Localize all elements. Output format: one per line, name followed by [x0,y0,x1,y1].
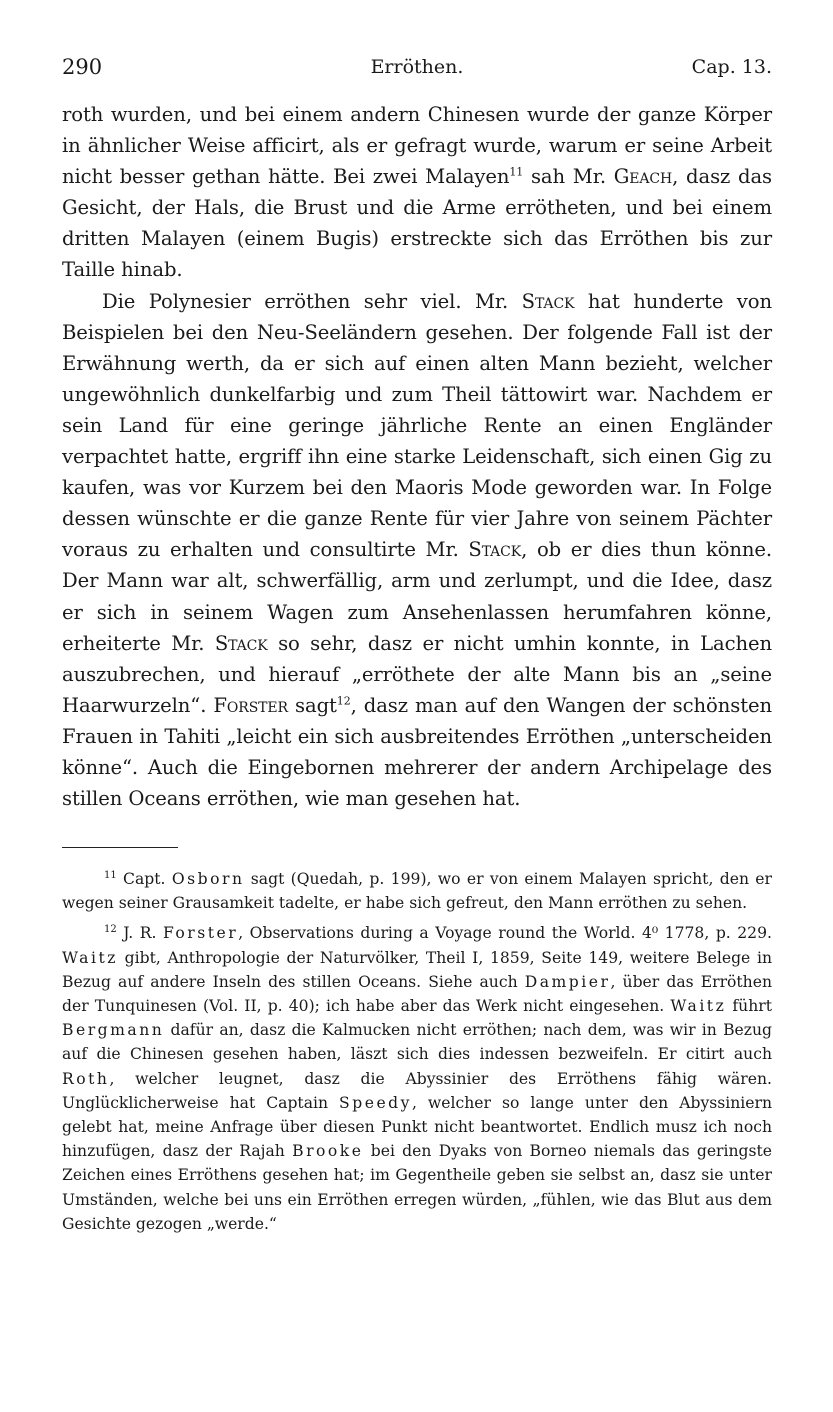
name-roth: Roth [62,1069,110,1088]
page-number: 290 [62,55,103,79]
name-stack: Stack [521,289,575,313]
name-dampier: Dampier [524,972,611,991]
name-bergmann: Bergmann [62,1021,165,1040]
name-stack: Stack [214,631,268,655]
paragraph-2: Die Polynesier erröthen sehr viel. Mr. Stack hat hunderte von Beispielen bei den Neu-Seeländern gesehen. Der folgende Fall ist der Erwähnung werth, da er sich auf einen alten Mann bezieht, welcher ungewöhnlich dunkelfarbig und zum Theil tättowirt war. Nachdem er sein Land für eine geringe jährliche Rente an einen Engländer verpachtet hatte, ergriff ihn eine starke Leidenschaft, sich einen Gig zu kaufen, was vor Kurzem bei den Maoris Mode geworden war. In Folge dessen wünschte er die ganze Rente für vier Jahre von seinem Pächter voraus zu erhalten und consultirte Mr. Stack, ob er dies thun könne. Der Mann war alt, schwerfällig, arm und zerlumpt, und die Idee, dasz er sich in seinem Wagen zum Ansehenlassen herumfahren könne, erheiterte Mr. Stack so sehr, dasz er nicht umhin konnte, in Lachen auszubrechen, und hierauf „erröthete der alte Mann bis an „seine Haarwurzeln“. Forster sagt$^{12}$, dasz man auf den Wangen der schönsten Frauen in Tahiti „leicht ein sich ausbreitendes Erröthen „unterscheiden könne“. Auch die Eingebornen mehrerer der andern Archipelage des stillen Oceans erröthen, wie man gesehen hat. [62,289,772,811]
running-title: Erröthen. [370,56,464,78]
footnotes [62,867,772,1242]
footnote-ref-11: 11 [509,165,524,179]
footnote-ref-12: 12 [336,694,351,708]
footnote-mark: 12 [104,924,117,936]
running-header [62,54,772,80]
name-brooke: Brooke [292,1142,364,1161]
footnote-12: $^{12}$ J. R. Forster, Observations during a Voyage round the World. 4⁰ 1778, p. 229. Waitz gibt, Anthropologie der Naturvölker, Theil I, 1859, Seite 149, weitere Belege in Bezug auf andere Inseln des stillen Oceans. Siehe auch Dampier, über das Erröthen der Tunquinesen (Vol. II, p. 40); ich habe aber das Werk nicht eingesehen. Waitz führt Bergmann dafür an, dasz die Kalmucken nicht erröthen; nach dem, was wir in Bezug auf die Chinesen gesehen haben, läszt sich dies indessen bezweifeln. Er citirt auch Roth, welcher leugnet, dasz die Abyssinier des Erröthens fähig wären. Unglücklicherweise hat Captain Speedy, welcher so lange unter den Abyssiniern gelebt hat, meine Anfrage über diesen Punkt nicht beantwortet. Endlich musz ich noch hinzufügen, dasz der Rajah Brooke bei den Dyaks von Borneo niemals das geringste Zeichen eines Erröthens gesehen hat; im Gegentheile geben sie selbst an, dasz sie unter Umständen, welche bei uns ein Erröthen erregen würden, „fühlen, wie das Blut aus dem Gesichte gezogen „werde.“ [62,924,773,1233]
book-page [62,0,772,1412]
name-waitz: Waitz [670,997,727,1016]
footnote-11: $^{11}$ Capt. Osborn sagt (Quedah, p. 199), wo er von einem Malayen spricht, den er wegen seiner Grausamkeit tadelte, er habe sich gefreut, den Mann erröthen zu sehen. [62,869,772,913]
main-text [62,99,772,814]
footnote-mark: 11 [104,869,117,881]
name-forster: Forster [162,924,239,943]
name-stack: Stack [468,538,522,562]
name-waitz: Waitz [62,948,118,967]
name-forster: Forster [213,693,288,717]
chapter-label: Cap. 13. [691,56,772,78]
footnote-divider [62,847,178,848]
name-geach: Geach [613,165,673,189]
name-speedy: Speedy [339,1093,412,1112]
name-osborn: Osborn [171,870,245,888]
paragraph-1: roth wurden, und bei einem andern Chinesen wurde der ganze Körper in ähnlicher Weise afficirt, als er gefragt wurde, warum er seine Arbeit nicht besser gethan hätte. Bei zwei Malayen$^{11}$ sah Mr. Geach, dasz das Gesicht, der Hals, die Brust und die Arme errötheten, und bei einem dritten Malayen (einem Bugis) erstreckte sich das Erröthen bis zur Taille hinab. [62,103,772,282]
